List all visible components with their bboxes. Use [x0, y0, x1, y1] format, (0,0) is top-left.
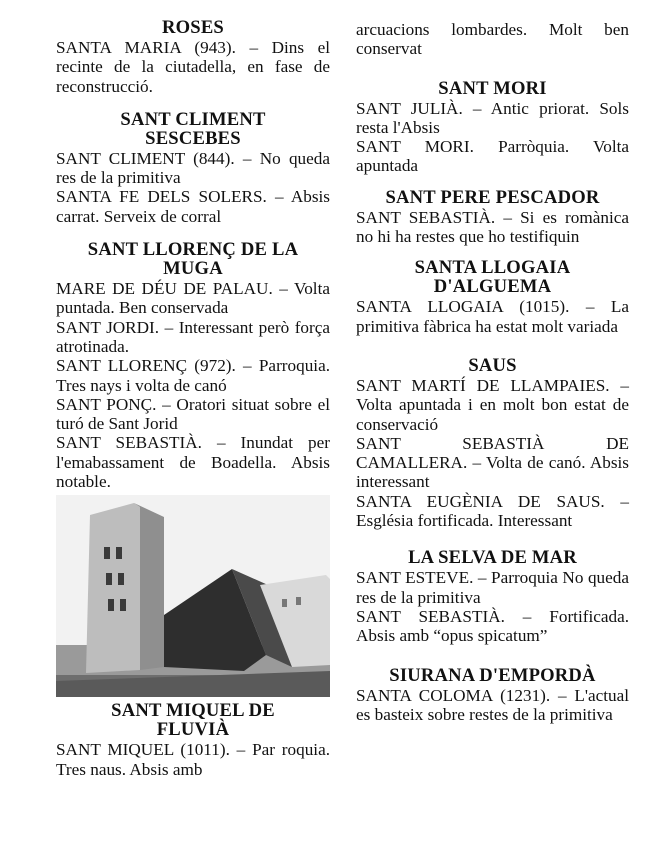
section-santa-llogaia-dalguema — [356, 258, 629, 336]
entry-text: SANT MIQUEL (1011). – Par roquia. Tres naus. Absis amb — [56, 740, 330, 779]
entry-text: SANTA COLOMA (1231). – L'actual es basteix sobre restes de la primitiva — [356, 685, 629, 724]
entry-text: SANT SEBASTIÀ. – Inundat per l'emabassament de Boadella. Absis notable. — [56, 433, 330, 492]
entry-text: MARE DE DÉU DE PALAU. – Volta puntada. Ben conservada — [56, 279, 330, 318]
section-heading: SAUS — [468, 354, 517, 376]
section-heading: SANTA LLOGAIA D'ALGUEMA — [414, 257, 571, 298]
entry-text: SANT PONÇ. – Oratori situat sobre el turó de Sant Jorid — [56, 394, 330, 434]
left-column — [56, 18, 330, 793]
section-sant-mori — [356, 79, 629, 176]
entry-text: arcuacions lombardes. Molt ben conservat — [356, 20, 629, 59]
continued-text — [356, 20, 629, 59]
entry-text: SANTA FE DELS SOLERS. – Absis carrat. Serveix de corral — [56, 187, 330, 226]
section-sant-pere-pescador — [356, 188, 629, 247]
section-heading: LA SELVA DE MAR — [408, 547, 577, 569]
section-la-selva-de-mar — [356, 548, 629, 645]
section-heading: SANT MIQUEL DE FLUVIÀ — [111, 700, 275, 741]
entry-text: SANT SEBASTIÀ DE CAMALLERA. – Volta de canó. Absis interessant — [356, 433, 629, 492]
entry-text: SANTA LLOGAIA (1015). – La primitiva fàbrica ha estat molt variada — [356, 297, 629, 336]
entry-text: SANT SEBASTIÀ. – Fortificada. Absis amb “opus spicatum” — [356, 606, 629, 646]
entry-text: SANT LLORENÇ (972). – Parroquia. Tres nays i volta de canó — [56, 356, 330, 395]
right-column — [356, 20, 629, 738]
entry-text: SANTA MARIA (943). – Dins el recinte de la ciutadella, en fase de reconstrucció. — [56, 38, 330, 96]
entry-text: SANT CLIMENT (844). – No queda res de la primitiva — [56, 148, 330, 188]
entry-text: SANT MARTÍ DE LLAMPAIES. – Volta apuntada i en molt bon estat de conservació — [356, 375, 629, 434]
church-photo-drawing — [56, 495, 330, 697]
section-siurana-demporda — [356, 666, 629, 725]
section-heading: ROSES — [162, 17, 224, 38]
section-sant-climent-sescebes — [56, 110, 330, 226]
section-sant-llorenc-de-la-muga — [56, 240, 330, 491]
section-roses — [56, 18, 330, 96]
section-heading: SANT PERE PESCADOR — [385, 186, 600, 208]
entry-text: SANT SEBASTIÀ. – Si es romànica no hi ha restes que ho testifiquin — [356, 207, 629, 247]
entry-text: SANTA EUGÈNIA DE SAUS. – Església fortificada. Interessant — [356, 491, 629, 531]
section-heading: SIURANA D'EMPORDÀ — [389, 664, 596, 686]
section-saus — [356, 356, 629, 530]
section-heading: SANT CLIMENT SESCEBES — [120, 108, 266, 149]
section-heading: SANT LLORENÇ DE LA MUGA — [87, 239, 299, 280]
entry-text: SANT MORI. Parròquia. Volta apuntada — [356, 137, 629, 176]
entry-text: SANT ESTEVE. – Parroquia No queda res de la primitiva — [356, 568, 629, 607]
section-heading: SANT MORI — [438, 77, 547, 99]
entry-text: SANT JULIÀ. – Antic priorat. Sols resta l'Absis — [356, 98, 629, 137]
entry-text: SANT JORDI. – Interessant però força atrotinada. — [56, 317, 330, 356]
section-sant-miquel-de-fluvia — [56, 701, 330, 779]
church-photo — [56, 495, 330, 697]
